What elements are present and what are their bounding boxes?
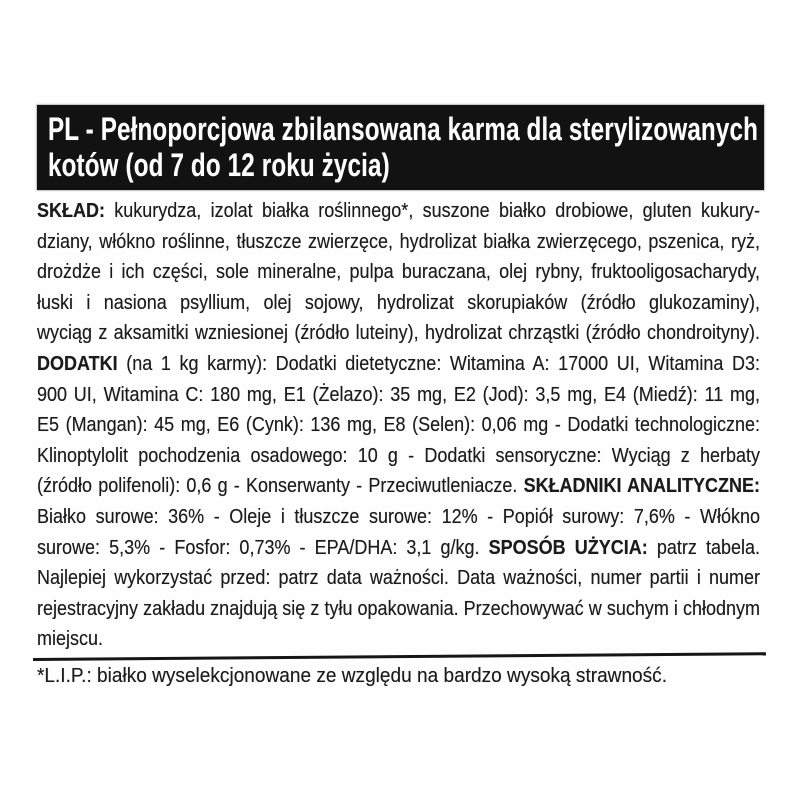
- text-segment: drożdże i ich części, sole mineralne, pulpa buraczana, olej rybny, fruktooligosacharydy,: [37, 261, 760, 284]
- body-text-line: [37, 349, 760, 380]
- text-segment: miejscu.: [37, 628, 104, 651]
- body-text-line: [37, 594, 760, 625]
- text-segment: E5 (Mangan): 45 mg, E6 (Cynk): 136 mg, E8 (Selen): 0,06 mg - Dodatki technologiczne:: [37, 414, 760, 437]
- text-segment: rejestracyjny zakładu znajdują się z tyłu opakowania. Przechowywać w suchym i chłodnym: [37, 597, 760, 620]
- body-text-line: [37, 441, 760, 472]
- text-segment: kukurydza, izolat białka roślinnego*, suszone białko drobiowe, gluten kukury-: [104, 200, 760, 222]
- text-segment: Najlepiej wykorzystać przed: patrz data ważności. Data ważności, numer partii i numer: [37, 567, 760, 590]
- body-text-line: [37, 563, 760, 594]
- lip-footnote: *L.I.P.: białko wyselekcjonowane ze względu na bardzo wysoką strawność.: [37, 665, 667, 687]
- sklad-heading: SKŁAD:: [37, 200, 105, 222]
- body-text-line: [37, 624, 760, 655]
- header-text: [48, 112, 758, 183]
- body-text-line: [37, 288, 760, 319]
- header-bar: [37, 105, 764, 190]
- text-segment: patrz tabela.: [647, 536, 761, 559]
- text-segment: (na 1 kg karmy): Dodatki dietetyczne: Witamina A: 17000 UI, Witamina D3:: [117, 352, 760, 375]
- skladniki-analityczne-heading: SKŁADNIKI ANALITYCZNE:: [523, 475, 761, 498]
- text-segment: surowe: 5,3% - Fosfor: 0,73% - EPA/DHA: 3,1 g/kg.: [37, 536, 489, 559]
- body-text-line: [37, 410, 760, 441]
- body-text-line: [37, 257, 760, 288]
- sposob-uzycia-heading: SPOSÓB UŻYCIA:: [488, 536, 648, 559]
- body-text-line: [37, 227, 760, 258]
- text-segment: (źródło polifenoli): 0,6 g - Konserwanty - Przeciwutleniacze.: [37, 475, 524, 498]
- body-text-line: [37, 533, 760, 564]
- text-segment: Białko surowe: 36% - Oleje i tłuszcze surowe: 12% - Popiół surowy: 7,6% - Włókno: [37, 505, 760, 528]
- body-text-line: [37, 380, 760, 411]
- body-text-line: [37, 502, 760, 533]
- text-segment: Klinoptylolit pochodzenia osadowego: 10 g - Dodatki sensoryczne: Wyciąg z herbaty: [37, 444, 760, 467]
- text-segment: 900 UI, Witamina C: 180 mg, E1 (Żelazo): 35 mg, E2 (Jod): 3,5 mg, E4 (Miedź): 11 mg,: [37, 383, 760, 406]
- body-text-line: [37, 471, 760, 502]
- text-segment: wyciąg z aksamitki wzniesionej (źródło luteiny), hydrolizat chrząstki (źródło chondroityny).: [37, 322, 760, 345]
- header-title-line-1: PL - Pełnoporcjowa zbilansowana karma dla sterylizowanych: [48, 111, 758, 147]
- header-title-line-2: kotów (od 7 do 12 roku życia): [48, 146, 390, 183]
- body-text-line: [37, 196, 760, 227]
- text-segment: łuski i nasiona psyllium, olej sojowy, hydrolizat skorupiaków (źródło glukozaminy),: [37, 291, 760, 314]
- text-segment: dziany, włókno roślinne, tłuszcze zwierzęce, hydrolizat białka zwierzęcego, pszenica, ryż,: [37, 230, 760, 253]
- label-body-text: [37, 196, 760, 655]
- dodatki-heading: DODATKI: [37, 352, 118, 375]
- body-text-line: [37, 318, 760, 349]
